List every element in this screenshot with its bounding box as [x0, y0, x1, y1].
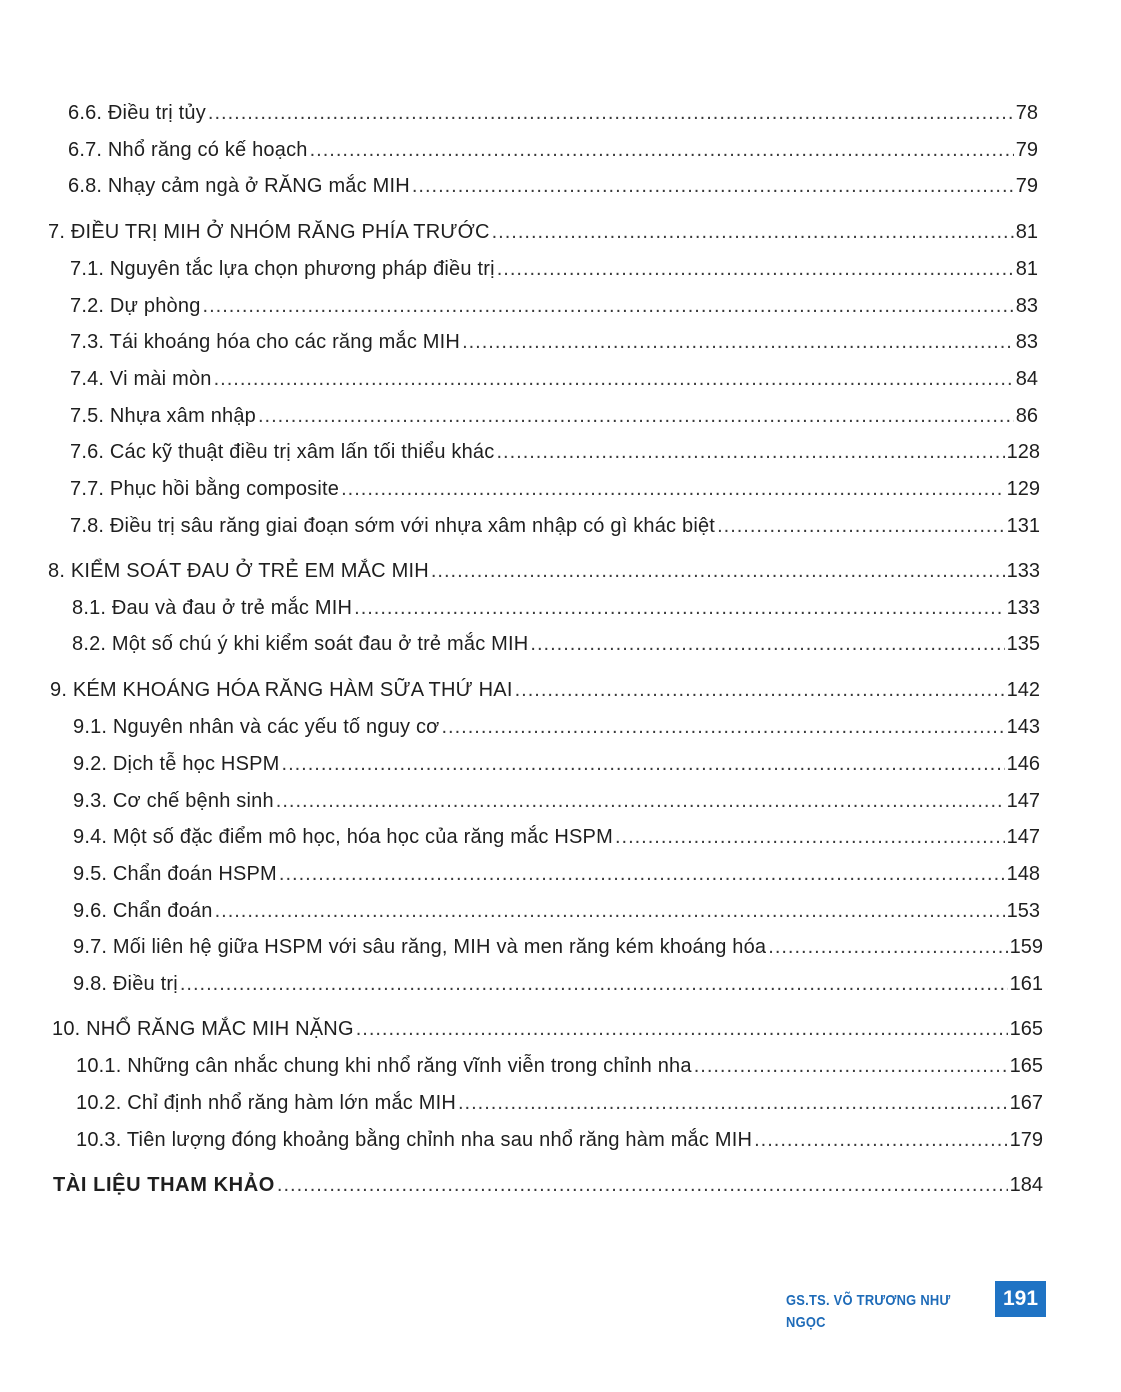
toc-entry-7-2 — [70, 294, 1038, 318]
toc-entry-9-2 — [73, 752, 1040, 776]
toc-entry-7-3 — [70, 330, 1038, 354]
toc-entry-page: 84 — [1015, 368, 1038, 390]
toc-leader-dots — [282, 752, 1005, 776]
toc-leader-dots — [442, 715, 1005, 739]
toc-leader-dots — [754, 1128, 1008, 1152]
toc-entry-page: 78 — [1015, 102, 1038, 124]
toc-entry-title: 7.3. Tái khoáng hóa cho các răng mắc MIH — [70, 331, 461, 353]
toc-entry-page: 81 — [1015, 221, 1038, 243]
toc-leader-dots — [215, 899, 1005, 923]
toc-entry-7-6 — [70, 440, 1040, 464]
toc-leader-dots — [180, 972, 1008, 996]
toc-entry-6-7 — [68, 138, 1038, 162]
toc-entry-title: 7.5. Nhựa xâm nhập — [70, 405, 256, 427]
toc-entry-10-1 — [76, 1054, 1043, 1078]
toc-leader-dots — [310, 138, 1014, 162]
toc-entry-page: 83 — [1015, 295, 1038, 317]
toc-entry-page: 142 — [1006, 679, 1040, 701]
toc-entry-6-6 — [68, 101, 1038, 125]
toc-entry-title: 10.2. Chỉ định nhổ răng hàm lớn mắc MIH — [76, 1092, 456, 1114]
toc-leader-dots — [354, 596, 1004, 620]
toc-entry-title: 9. KÉM KHOÁNG HÓA RĂNG HÀM SỮA THỨ HAI — [50, 679, 513, 701]
toc-entry-page: 146 — [1006, 753, 1040, 775]
toc-entry-page: 147 — [1006, 826, 1040, 848]
toc-entry-page: 83 — [1015, 331, 1038, 353]
toc-entry-title: 9.5. Chẩn đoán HSPM — [73, 863, 277, 885]
toc-leader-dots — [717, 514, 1005, 538]
toc-entry-10-2 — [76, 1091, 1043, 1115]
toc-entry-title: 9.2. Dịch tễ học HSPM — [73, 753, 280, 775]
toc-chapter-9 — [50, 678, 1040, 702]
toc-entry-title: 10.3. Tiên lượng đóng khoảng bằng chỉnh nha sau nhổ răng hàm mắc MIH — [76, 1129, 753, 1151]
toc-chapter-10 — [52, 1017, 1043, 1041]
toc-entry-9-3 — [73, 789, 1040, 813]
toc-entry-page: 167 — [1009, 1092, 1043, 1114]
toc-entry-page: 135 — [1006, 633, 1040, 655]
toc-entry-title: 7.2. Dự phòng — [70, 295, 201, 317]
toc-entry-page: 148 — [1006, 863, 1040, 885]
toc-entry-page: 86 — [1015, 405, 1038, 427]
toc-chapter-7 — [48, 220, 1038, 244]
toc-leader-dots — [462, 330, 1014, 354]
toc-leader-dots — [694, 1054, 1008, 1078]
toc-entry-7-1 — [70, 257, 1038, 281]
toc-leader-dots — [530, 632, 1004, 656]
toc-entry-title: 9.1. Nguyên nhân và các yếu tố nguy cơ — [73, 716, 440, 738]
toc-entry-page: 133 — [1006, 597, 1040, 619]
toc-entry-title: 9.4. Một số đặc điểm mô học, hóa học của răng mắc HSPM — [73, 826, 613, 848]
toc-leader-dots — [615, 825, 1005, 849]
toc-entry-title: 7.7. Phục hồi bằng composite — [70, 478, 340, 500]
toc-entry-title: 6.7. Nhổ răng có kế hoạch — [68, 139, 308, 161]
toc-leader-dots — [431, 559, 1005, 583]
toc-entry-page: 128 — [1006, 441, 1040, 463]
toc-entry-page: 79 — [1015, 175, 1038, 197]
toc-entry-page: 153 — [1006, 900, 1040, 922]
toc-entry-page: 179 — [1009, 1129, 1043, 1151]
toc-entry-page: 161 — [1009, 973, 1043, 995]
toc-entry-page: 131 — [1006, 515, 1040, 537]
footer-author-name: GS.TS. VÕ TRƯƠNG NHƯ NGỌC — [786, 1292, 951, 1331]
toc-entry-page: 143 — [1006, 716, 1040, 738]
toc-leader-dots — [492, 220, 1014, 244]
toc-entry-page: 133 — [1006, 560, 1040, 582]
toc-entry-7-5 — [70, 404, 1038, 428]
toc-entry-title: 10. NHỔ RĂNG MẮC MIH NẶNG — [52, 1018, 354, 1040]
toc-leader-dots — [458, 1091, 1008, 1115]
toc-entry-page: 129 — [1006, 478, 1040, 500]
toc-entry-title: 7. ĐIỀU TRỊ MIH Ở NHÓM RĂNG PHÍA TRƯỚC — [48, 221, 490, 243]
toc-entry-title: 6.6. Điều trị tủy — [68, 102, 206, 124]
toc-entry-9-7 — [73, 935, 1043, 959]
toc-entry-title: 9.8. Điều trị — [73, 973, 178, 995]
toc-entry-9-8 — [73, 972, 1043, 996]
toc-entry-title: 8.2. Một số chú ý khi kiểm soát đau ở trẻ mắc MIH — [72, 633, 529, 655]
toc-leader-dots — [258, 404, 1014, 428]
toc-entry-title: 6.8. Nhạy cảm ngà ở RĂNG mắc MIH — [68, 175, 410, 197]
toc-leader-dots — [768, 935, 1007, 959]
toc-entry-title: 8. KIỂM SOÁT ĐAU Ở TRẺ EM MẮC MIH — [48, 560, 429, 582]
toc-leader-dots — [497, 257, 1014, 281]
toc-entry-title: 7.4. Vi mài mòn — [70, 368, 212, 390]
toc-leader-dots — [214, 367, 1014, 391]
toc-entry-page: 165 — [1009, 1018, 1043, 1040]
toc-references — [53, 1173, 1043, 1197]
toc-entry-title: 9.7. Mối liên hệ giữa HSPM với sâu răng, MIH và men răng kém khoáng hóa — [73, 936, 767, 958]
toc-entry-6-8 — [68, 174, 1038, 198]
toc-leader-dots — [277, 1173, 1008, 1197]
toc-leader-dots — [412, 174, 1014, 198]
toc-leader-dots — [208, 101, 1014, 125]
toc-entry-7-8 — [70, 514, 1040, 538]
toc-entry-9-1 — [73, 715, 1040, 739]
toc-entry-10-3 — [76, 1128, 1043, 1152]
page-number-badge: 191 — [995, 1281, 1046, 1317]
toc-entry-title: 7.1. Nguyên tắc lựa chọn phương pháp điều trị — [70, 258, 495, 280]
toc-entry-9-6 — [73, 899, 1040, 923]
toc-entry-title: 9.3. Cơ chế bệnh sinh — [73, 790, 274, 812]
toc-entry-7-7 — [70, 477, 1040, 501]
toc-entry-title: TÀI LIỆU THAM KHẢO — [53, 1174, 275, 1196]
toc-entry-page: 159 — [1009, 936, 1043, 958]
toc-entry-page: 165 — [1009, 1055, 1043, 1077]
toc-entry-8-1 — [72, 596, 1040, 620]
toc-leader-dots — [279, 862, 1005, 886]
toc-entry-page: 81 — [1015, 258, 1038, 280]
toc-leader-dots — [515, 678, 1005, 702]
toc-entry-7-4 — [70, 367, 1038, 391]
toc-entry-page: 79 — [1015, 139, 1038, 161]
toc-leader-dots — [356, 1017, 1008, 1041]
toc-leader-dots — [341, 477, 1005, 501]
toc-entry-8-2 — [72, 632, 1040, 656]
toc-leader-dots — [203, 294, 1014, 318]
toc-entry-title: 8.1. Đau và đau ở trẻ mắc MIH — [72, 597, 353, 619]
toc-entry-9-5 — [73, 862, 1040, 886]
toc-entry-title: 10.1. Những cân nhắc chung khi nhổ răng vĩnh viễn trong chỉnh nha — [76, 1055, 692, 1077]
toc-leader-dots — [276, 789, 1005, 813]
toc-entry-9-4 — [73, 825, 1040, 849]
toc-leader-dots — [496, 440, 1004, 464]
toc-entry-title: 7.6. Các kỹ thuật điều trị xâm lấn tối thiểu khác — [70, 441, 495, 463]
toc-chapter-8 — [48, 559, 1040, 583]
toc-entry-title: 7.8. Điều trị sâu răng giai đoạn sớm với nhựa xâm nhập có gì khác biệt — [70, 515, 716, 537]
toc-entry-page: 147 — [1006, 790, 1040, 812]
toc-entry-page: 184 — [1009, 1174, 1043, 1196]
toc-entry-title: 9.6. Chẩn đoán — [73, 900, 213, 922]
